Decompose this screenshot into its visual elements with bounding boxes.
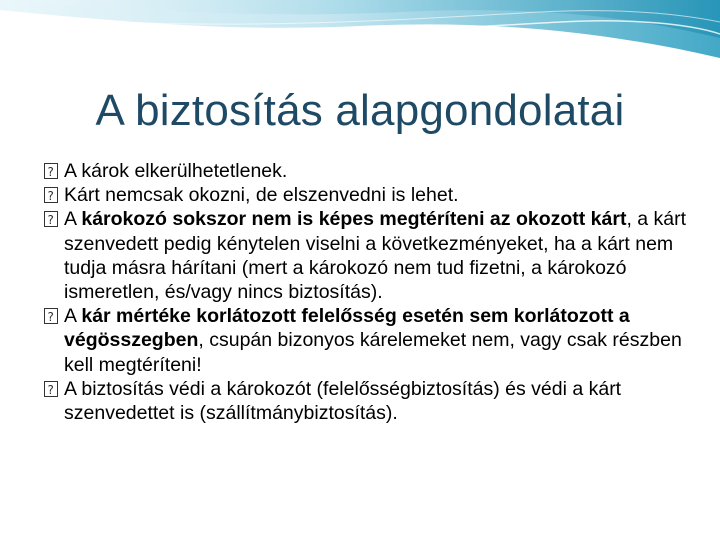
emphasized-text: károkozó sokszor nem is képes megtéríteni az okozott kárt: [81, 208, 627, 231]
bullet-item: ? A biztosítás védi a károkozót (felelősségbiztosítás) és védi a kárt szenvedettet is (szállítmánybiztosítás).: [44, 377, 694, 425]
bullet-glyph-icon: [44, 381, 58, 397]
bullet-glyph-icon: [44, 187, 58, 203]
emphasized-text: kár mértéke korlátozott felelősség esetén sem korlátozott a végösszegben: [64, 305, 630, 352]
bullet-item: ? Kárt nemcsak okozni, de elszenvedni is lehet.: [44, 183, 694, 207]
slide-title: A biztosítás alapgondolatai: [95, 86, 625, 135]
bullet-item: ? A károk elkerülhetetlenek.: [44, 159, 694, 183]
bullet-item: ? A károkozó sokszor nem is képes megtéríteni az okozott kárt, a kárt szenvedett pedig kénytelen viselni a következményeket, ha a kárt nem tudja másra hárítani (mert a károkozó nem tud fizetni, a károkozó ismeretlen, és/vagy nincs biztosítás).: [44, 207, 694, 304]
bullet-glyph-icon: [44, 163, 58, 179]
decorative-wave-banner: [0, 0, 720, 72]
bullet-glyph-icon: [44, 211, 58, 227]
bullet-glyph-icon: [44, 308, 58, 324]
bullet-list: [44, 159, 694, 425]
bullet-item: ? A kár mértéke korlátozott felelősség esetén sem korlátozott a végösszegben, csupán bizonyos kárelemeket nem, vagy csak részben kell megtéríteni!: [44, 304, 694, 377]
